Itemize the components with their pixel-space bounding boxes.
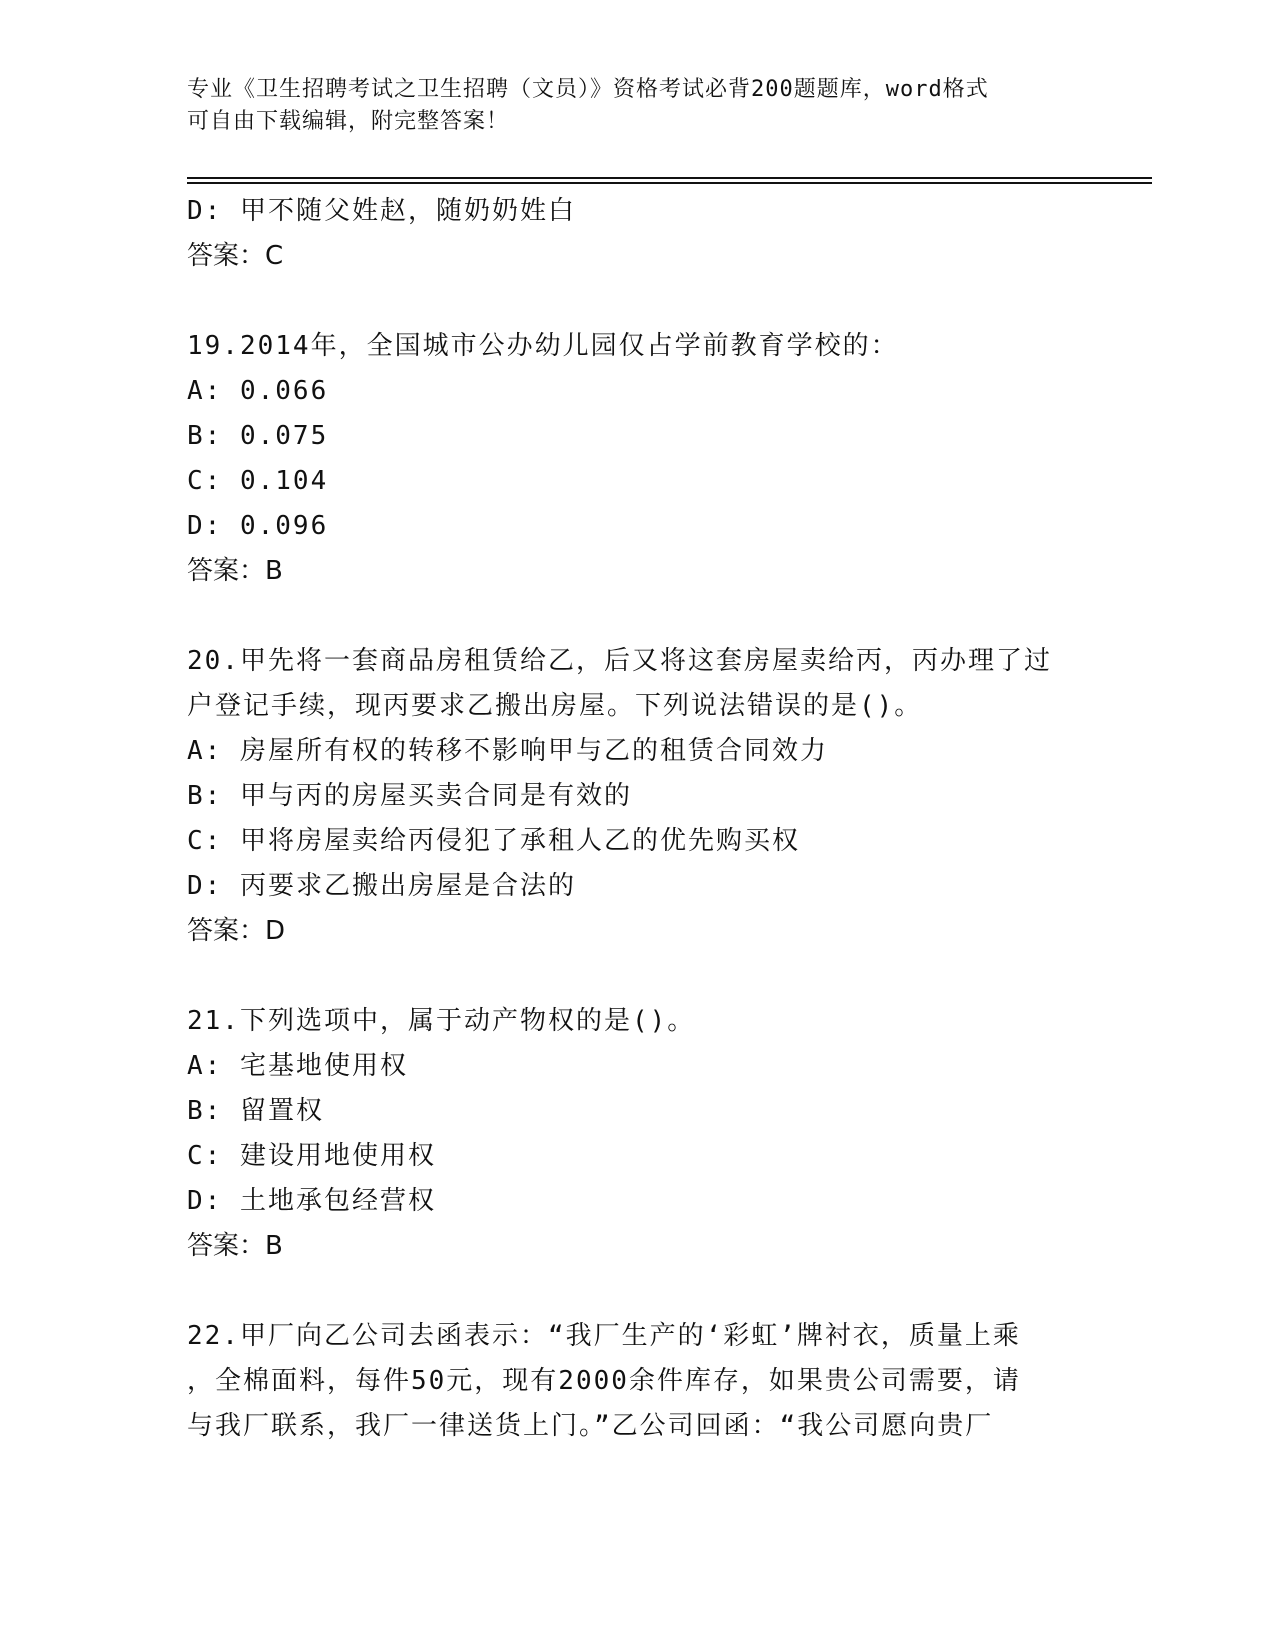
option-a: A: 宅基地使用权 bbox=[187, 1051, 408, 1081]
paragraph-gap bbox=[187, 279, 1087, 324]
question-stem-line-1: 22.甲厂向乙公司去函表示：“我厂生产的‘彩虹’牌衬衣，质量上乘 bbox=[187, 1321, 1021, 1351]
answer-line: 答案：B bbox=[187, 1231, 283, 1261]
option-b: B: 甲与丙的房屋买卖合同是有效的 bbox=[187, 781, 632, 811]
question-19 bbox=[187, 324, 1087, 594]
document-header bbox=[187, 74, 1067, 138]
option-b: B: 留置权 bbox=[187, 1096, 324, 1126]
option-c: C: 0.104 bbox=[187, 466, 329, 496]
option-d: D: 丙要求乙搬出房屋是合法的 bbox=[187, 871, 576, 901]
answer-line: 答案：D bbox=[187, 916, 286, 946]
answer-line: 答案：B bbox=[187, 556, 283, 586]
header-rule-top bbox=[187, 177, 1152, 179]
paragraph-gap bbox=[187, 594, 1087, 639]
option-c: C: 建设用地使用权 bbox=[187, 1141, 436, 1171]
question-stem: 19.2014年，全国城市公办幼儿园仅占学前教育学校的： bbox=[187, 331, 899, 361]
document-body bbox=[187, 189, 1087, 1449]
question-stem-line-3: 与我厂联系，我厂一律送货上门。”乙公司回函：“我公司愿向贵厂 bbox=[187, 1411, 994, 1441]
question-18-tail bbox=[187, 189, 1087, 279]
header-line-2: 可自由下载编辑，附完整答案！ bbox=[187, 109, 510, 134]
option-a: A: 房屋所有权的转移不影响甲与乙的租赁合同效力 bbox=[187, 736, 828, 766]
option-a: A: 0.066 bbox=[187, 376, 329, 406]
question-stem-line-1: 20.甲先将一套商品房租赁给乙，后又将这套房屋卖给丙，丙办理了过 bbox=[187, 646, 1052, 676]
question-stem-line-2: ，全棉面料，每件50元，现有2000余件库存，如果贵公司需要，请 bbox=[187, 1366, 1021, 1396]
question-21 bbox=[187, 999, 1087, 1269]
question-22 bbox=[187, 1314, 1087, 1449]
header-rule-bottom bbox=[187, 182, 1152, 184]
answer-line: 答案：C bbox=[187, 241, 284, 271]
header-line-1: 专业《卫生招聘考试之卫生招聘（文员）》资格考试必背200题题库，word格式 bbox=[187, 77, 989, 102]
question-stem-line-2: 户登记手续，现丙要求乙搬出房屋。下列说法错误的是()。 bbox=[187, 691, 923, 721]
option-d: D: 甲不随父姓赵，随奶奶姓白 bbox=[187, 196, 576, 226]
question-stem: 21.下列选项中，属于动产物权的是()。 bbox=[187, 1006, 696, 1036]
paragraph-gap bbox=[187, 1269, 1087, 1314]
option-b: B: 0.075 bbox=[187, 421, 329, 451]
option-d: D: 土地承包经营权 bbox=[187, 1186, 436, 1216]
option-d: D: 0.096 bbox=[187, 511, 329, 541]
option-c: C: 甲将房屋卖给丙侵犯了承租人乙的优先购买权 bbox=[187, 826, 800, 856]
paragraph-gap bbox=[187, 954, 1087, 999]
question-20 bbox=[187, 639, 1087, 954]
